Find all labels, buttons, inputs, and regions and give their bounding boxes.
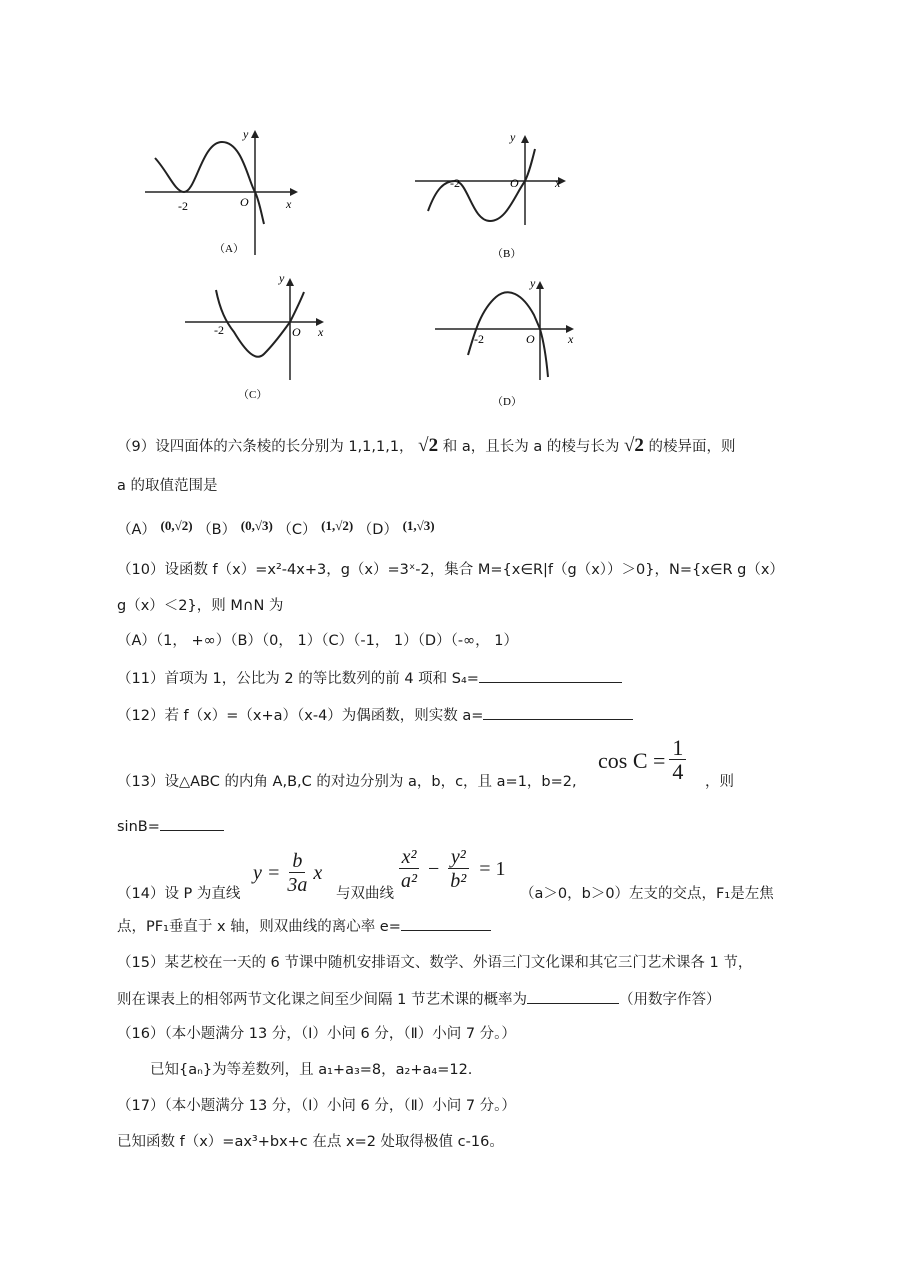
caption-a: （A） <box>214 243 244 255</box>
question-11 <box>117 668 622 689</box>
question-17-header: （17）（本小题满分 13 分，（Ⅰ）小问 6 分，（Ⅱ）小问 7 分。） <box>117 1098 516 1114</box>
numerator: x² <box>399 846 420 869</box>
q11-text: （11）首项为 1，公比为 2 的等比数列的前 4 项和 S₄= <box>117 671 479 687</box>
cos-c-label: cos C = <box>598 747 666 773</box>
option-a-label: （A） <box>117 522 156 538</box>
x-axis-label: x <box>568 332 574 346</box>
question-12 <box>117 705 633 726</box>
y-axis-label: y <box>279 271 285 285</box>
question-10-options: （A）（1， +∞）（B）（0， 1）（C）（-1， 1）（D）（-∞， 1） <box>117 633 518 649</box>
question-17-body: 已知函数 f（x）=ax³+bx+c 在点 x=2 处取得极值 c-16。 <box>117 1134 504 1150</box>
sqrt2-symbol: √2 <box>623 435 644 456</box>
neg-two-label: -2 <box>450 176 460 190</box>
hyperbola-equation <box>398 846 506 893</box>
fraction <box>447 846 469 893</box>
sqrt2-symbol: √2 <box>418 435 439 456</box>
graph-c <box>180 270 340 410</box>
q12-text: （12）若 f（x）=（x+a）（x-4）为偶函数，则实数 a= <box>117 708 484 724</box>
option-b-value: (0,√3) <box>240 518 273 533</box>
question-9-line-2: a 的取值范围是 <box>117 478 218 494</box>
numerator: b <box>289 850 305 873</box>
q14-text-1: （14）设 P 为直线 <box>117 886 241 902</box>
answer-blank[interactable] <box>483 705 633 720</box>
question-14-line-2 <box>117 916 491 937</box>
neg-two-label: -2 <box>214 323 224 337</box>
denominator: b² <box>450 870 467 892</box>
equals-one: = 1 <box>479 858 506 880</box>
y-axis-label: y <box>530 276 536 290</box>
option-c-value: (1,√2) <box>321 518 354 533</box>
question-9-options <box>117 520 435 540</box>
question-9-line-1 <box>117 436 735 457</box>
origin-label: O <box>240 195 249 209</box>
question-16-body: 已知{aₙ}为等差数列，且 a₁+a₃=8，a₂+a₄=12. <box>150 1062 473 1078</box>
origin-label: O <box>292 325 301 339</box>
option-d-label: （D） <box>357 522 398 538</box>
q13-text-1: （13）设△ABC 的内角 A,B,C 的对边分别为 a，b，c，且 a=1，b=2, <box>117 774 577 790</box>
numerator: y² <box>448 846 469 869</box>
question-16-header: （16）（本小题满分 13 分，（Ⅰ）小问 6 分，（Ⅱ）小问 7 分。） <box>117 1026 516 1042</box>
option-d-value: (1,√3) <box>402 518 435 533</box>
question-13-line-1 <box>117 772 577 792</box>
minus-sign: − <box>428 858 440 880</box>
numerator: 1 <box>669 737 686 760</box>
q13-sinb: sinB= <box>117 819 160 835</box>
q9-text-1: （9）设四面体的六条棱的长分别为 1,1,1,1， <box>117 439 414 455</box>
q14-text-3: （a＞0，b＞0）左支的交点，F₁是左焦 <box>520 886 774 902</box>
graph-d <box>430 275 590 415</box>
origin-label: O <box>526 332 535 346</box>
q15-text-1: 则在课表上的相邻两节文化课之间至少间隔 1 节艺术课的概率为 <box>117 992 527 1008</box>
q9-text-3: 的棱异面，则 <box>648 439 736 455</box>
origin-label: O <box>510 176 519 190</box>
denominator: 3a <box>287 874 308 896</box>
question-13-line-2 <box>117 816 224 837</box>
caption-c: （C） <box>238 389 268 401</box>
question-10-line-1: （10）设函数 f（x）=x²-4x+3，g（x）=3ˣ-2，集合 M={x∈R|f（g（x））＞0}，N={x∈R g（x） <box>117 562 784 578</box>
answer-blank[interactable] <box>479 668 622 683</box>
question-15-line-2 <box>117 989 720 1010</box>
fraction <box>669 737 686 784</box>
q14-text-4: 点，PF₁垂直于 x 轴，则双曲线的离心率 e= <box>117 919 401 935</box>
answer-blank[interactable] <box>160 816 224 831</box>
option-b-label: （B） <box>197 522 237 538</box>
graph-b <box>410 125 580 265</box>
denominator: a² <box>401 870 417 892</box>
line-equation <box>253 850 322 897</box>
q13-text-2: ，则 <box>705 774 734 790</box>
caption-b: （B） <box>492 248 522 260</box>
option-a-value: (0,√2) <box>160 518 193 533</box>
eq-y: y = <box>253 862 281 884</box>
fraction <box>284 850 310 897</box>
q9-text-2: 和 a，且长为 a 的棱与长为 <box>442 439 620 455</box>
answer-blank[interactable] <box>401 916 491 931</box>
eq-x: x <box>313 862 323 884</box>
graph-a <box>140 120 310 260</box>
fraction <box>398 846 420 893</box>
q14-text-2: 与双曲线 <box>336 886 394 902</box>
question-10-line-2: g（x）＜2}，则 M∩N 为 <box>117 598 284 614</box>
question-15-line-1: （15）某艺校在一天的 6 节课中随机安排语文、数学、外语三门文化课和其它三门艺术课各 1 节， <box>117 955 753 971</box>
cos-c-fraction <box>598 737 686 784</box>
option-c-label: （C） <box>277 522 317 538</box>
neg-two-label: -2 <box>178 199 188 213</box>
x-axis-label: x <box>318 325 324 339</box>
denominator: 4 <box>672 759 684 784</box>
answer-blank[interactable] <box>527 989 619 1004</box>
neg-two-label: -2 <box>474 332 484 346</box>
x-axis-label: x <box>286 197 292 211</box>
caption-d: （D） <box>492 396 522 408</box>
y-axis-label: y <box>243 127 249 141</box>
x-axis-label: x <box>555 176 561 190</box>
q15-text-2: （用数字作答） <box>618 992 721 1008</box>
y-axis-label: y <box>510 130 516 144</box>
